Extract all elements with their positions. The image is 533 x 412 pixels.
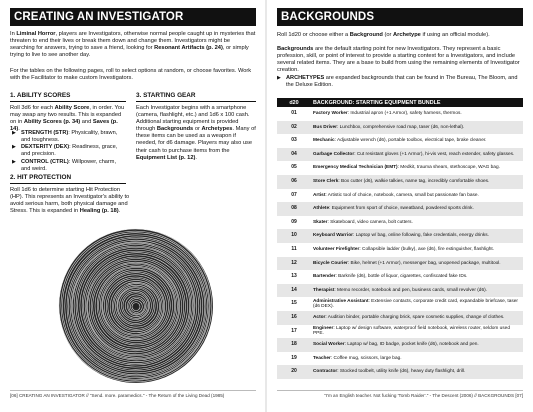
row-background <box>311 148 523 162</box>
ability-scores-heading: 1. ABILITY SCORES <box>10 92 71 99</box>
starting-gear-heading: 3. STARTING GEAR <box>136 92 196 99</box>
background-name: Keyboard Warrior <box>313 233 353 239</box>
column-header-die: d20 <box>277 98 311 107</box>
row-background <box>311 107 523 121</box>
background-items: : Stocked toolbelt, utility knife (d6), heavy duty flashlight, drill. <box>337 369 466 375</box>
row-die-number: 09 <box>291 218 297 225</box>
starting-equipment-table <box>277 98 523 379</box>
row-background <box>311 216 523 230</box>
background-name: Athlete <box>313 206 330 212</box>
background-items: : Bike, helmet (+1 Armor), messenger bag, unopened package, multitool. <box>347 260 501 266</box>
right-page <box>267 0 533 412</box>
background-name: Engineer <box>313 325 334 331</box>
table-row <box>277 325 523 339</box>
background-items: : Adjustable wrench (d6), portable toolbox, electrical tape, brake cleaner. <box>334 138 487 144</box>
background-items: : Collapsible ladder (bulky), axe (d6), fire extinguisher, flashlight. <box>359 246 495 252</box>
background-items: : Equipment from sport of choice, sweatband, powdered sports drink. <box>329 206 474 212</box>
roll-instruction: Roll 1d20 or choose either a Background (or Archetype if using an official module). <box>277 32 490 38</box>
background-items: : Medkit, trauma shears, stethoscope, WAG bag. <box>397 165 500 171</box>
starting-gear-paragraph: Each Investigator begins with a smartphone (camera, flashlight, etc.) and 1d6 x 100 cash. Additional starting equipment is provided through Backgrounds or Archetypes. Many of these items can be used as a weapon if needed, for d6 damage. Players may also use their cash to purchase items from the Equipment List (p. 12). <box>136 105 256 161</box>
ability-scores-paragraph: Roll 3d6 for each Ability Score, in order. You may swap any two results. This is expanded on in Ability Scores (p. 34) and Saves (p. 14). <box>10 105 125 133</box>
background-name: Bartender <box>313 274 336 280</box>
hit-protection-heading: 2. HIT PROTECTION <box>10 174 72 181</box>
row-background <box>311 365 523 379</box>
background-name: Mechanic <box>313 138 335 144</box>
table-row <box>277 175 523 189</box>
background-items: : Box cutter (d6), walkie talkies, name tag, incredibly comfortable shoes. <box>338 178 490 184</box>
background-name: Therapist <box>313 287 335 293</box>
background-items: : Industrial apron (+1 Armor), safety harness, thermos. <box>347 111 462 116</box>
starting-gear-rule <box>136 101 256 102</box>
page-title-backgrounds <box>277 8 523 26</box>
page-title-text: CREATING AN INVESTIGATOR <box>14 11 184 23</box>
background-name: Volunteer Firefighter <box>313 246 360 252</box>
column-header-bundle: BACKGROUND: STARTING EQUIPMENT BUNDLE <box>311 98 523 107</box>
background-items: : Cut resistant gloves (+1 Armor), hi-vis vest, reach extender, safety glasses. <box>354 151 515 157</box>
row-background <box>311 229 523 243</box>
tables-note-paragraph: For the tables on the following pages, roll to select options at random, or choose favorites. Work with the Facilitator to make custom Investigators. <box>10 68 252 82</box>
row-background <box>311 311 523 325</box>
page-title-text: BACKGROUNDS <box>281 11 375 23</box>
table-row <box>277 311 523 325</box>
left-page <box>0 0 266 412</box>
row-die-number: 10 <box>277 229 311 243</box>
table-row <box>277 202 523 216</box>
row-background <box>311 243 523 257</box>
table-row <box>277 229 523 243</box>
background-name: Bicycle Courier <box>313 260 348 266</box>
table-row <box>277 352 523 366</box>
row-background <box>311 189 523 203</box>
backgrounds-paragraph: Backgrounds are the default starting point for new Investigators. They represent a basic profession, skill, or point of interest to provide a starting context for a Investigators, and include several related items. They are a base to build from using the remaining elements of Investigator creation. <box>277 46 520 74</box>
background-name: Administrative Assistant <box>313 298 369 304</box>
table-row <box>277 189 523 203</box>
background-items: : Laptop w/ design software, waterproof field notebook, wireless router, seldom used PPE. <box>313 325 510 337</box>
row-background <box>311 352 523 366</box>
row-die-number: 02 <box>277 121 311 135</box>
row-die-number: 20 <box>277 365 311 379</box>
archetypes-note <box>277 75 523 89</box>
concentric-spiral-illustration <box>58 228 214 384</box>
right-footer: "I'm an English teacher. Not fucking 'Tomb Raider'." - The Descent (2006) // BACKGROUNDS [07] <box>277 390 523 399</box>
ability-list <box>12 130 126 173</box>
background-name: Artist <box>313 192 326 198</box>
hit-protection-rule <box>10 183 126 184</box>
background-items: : Barknife (d6), bottle of liquor, cigarettes, confiscated fake IDs. <box>335 274 468 280</box>
background-name: Factory Worker <box>313 111 348 116</box>
table-row <box>277 284 523 298</box>
row-background <box>311 175 523 189</box>
intro-paragraph: In Liminal Horror, players are Investigators, otherwise normal people caught up in mysteries that threaten to end their lives or break them down and change them. Investigators might be searching for answers, trying to save a friend, looking for Resonant Artifacts (p. 24), or simply trying to live to see another day. <box>10 31 256 59</box>
table-row <box>277 297 523 311</box>
background-name: Bus Driver <box>313 124 338 130</box>
row-die-number: 03 <box>291 137 297 144</box>
row-die-number: 07 <box>291 191 297 198</box>
table-row <box>277 243 523 257</box>
table-header-row <box>277 98 523 107</box>
row-die-number: 19 <box>291 354 297 361</box>
background-name: Contractor <box>313 369 338 375</box>
background-name: Actor <box>313 314 326 320</box>
row-die-number: 01 <box>291 110 297 116</box>
background-name: Teacher <box>313 355 331 361</box>
background-name: Emergency Medical Technician (EMT) <box>313 165 398 171</box>
left-footer: [06] CREATING AN INVESTIGATOR // "Send. more. paramedics." - The Return of the Living Dead (1985) <box>10 390 256 399</box>
table-row <box>277 121 523 135</box>
background-items: : Laptop w/ bag, ID badge, pocket knife (d6), notebook and pen. <box>344 342 479 348</box>
background-items: : Artistic tool of choice, notebook, camera, small but passionate fan base. <box>325 192 479 198</box>
table-row <box>277 148 523 162</box>
row-die-number: 04 <box>277 148 311 162</box>
background-name: Garbage Collector <box>313 151 355 157</box>
row-background <box>311 121 523 135</box>
row-die-number: 06 <box>277 175 311 189</box>
archetypes-item: ▶ ARCHETYPES are expanded backgrounds that can be found in The Bureau, The Bloom, and the Deluxe Edition. <box>277 75 523 89</box>
background-name: Skater <box>313 219 328 225</box>
row-background <box>311 270 523 284</box>
table-row <box>277 257 523 271</box>
background-items: : Extensive contacts, corporate credit card, expandable briefcase, taser (d6 DEX). <box>313 298 518 310</box>
row-background <box>311 284 523 298</box>
page-title-creating-investigator <box>10 8 256 26</box>
table-row <box>277 216 523 230</box>
background-items: : Skateboard, video camera, bolt cutters. <box>327 219 413 225</box>
table-row <box>277 338 523 352</box>
table-row <box>277 107 523 121</box>
row-die-number: 05 <box>291 164 297 171</box>
row-background <box>311 202 523 216</box>
row-die-number: 16 <box>277 311 311 325</box>
ability-scores-rule <box>10 101 126 102</box>
ability-item-dex: ▶ DEXTERITY (DEX): Readiness, grace, and precision. <box>12 144 126 158</box>
background-name: Social Worker <box>313 342 345 348</box>
table-row <box>277 161 523 175</box>
table-row <box>277 134 523 148</box>
hit-protection-paragraph: Roll 1d6 to determine starting Hit Protection (HP). This represents an Investigator's ability to avoid serious harm, both physical damage and Stress. This is expanded in Healing (p. 18). <box>10 187 130 215</box>
row-background <box>311 161 523 175</box>
row-die-number: 18 <box>277 338 311 352</box>
row-background <box>311 338 523 352</box>
row-background <box>311 257 523 271</box>
background-items: : Audition binder, portable charging brick, spare cosmetic supplies, change of clothes. <box>325 314 505 320</box>
row-die-number: 17 <box>291 327 297 334</box>
table-body <box>277 107 523 379</box>
background-items: : Memo recorder, notebook and pen, business cards, small revolver (d6). <box>334 287 487 293</box>
row-background <box>311 325 523 339</box>
table-row <box>277 270 523 284</box>
row-die-number: 13 <box>291 273 297 280</box>
background-items: : Laptop w/ bag, online following, fake credentials, energy drinks. <box>352 233 489 239</box>
row-background <box>311 134 523 148</box>
background-items: : Coffee mug, scissors, large bag. <box>330 355 402 361</box>
background-items: : Lunchbox, comprehensive road map, taser (d6, non-lethal). <box>337 124 465 130</box>
row-background <box>311 297 523 311</box>
ability-item-ctrl: ▶ CONTROL (CTRL): Willpower, charm, and weird. <box>12 159 126 173</box>
background-name: Store Clerk <box>313 178 339 184</box>
table-row <box>277 365 523 379</box>
row-die-number: 11 <box>291 245 297 252</box>
row-die-number: 15 <box>291 300 297 307</box>
row-die-number: 14 <box>277 284 311 298</box>
row-die-number: 12 <box>277 257 311 271</box>
ability-item-str: ▶ STRENGTH (STR): Physicality, brawn, and toughness. <box>12 130 126 144</box>
row-die-number: 08 <box>277 202 311 216</box>
